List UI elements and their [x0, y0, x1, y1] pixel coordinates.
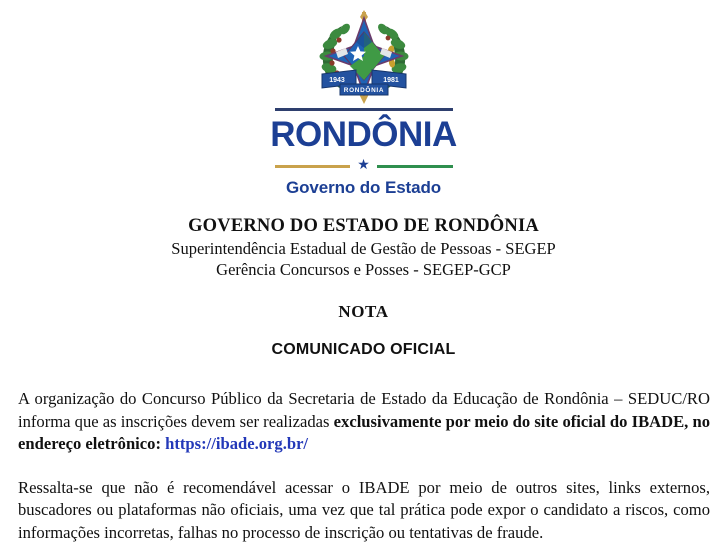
paragraph-1-lead: A organização do Concurso Público da Secretaria de Estado da Educação de Rondônia – SEDUC/RO informa que as inscrições devem ser realizadas [18, 389, 710, 431]
document-heading-block [0, 215, 727, 281]
page-title: GOVERNO DO ESTADO DE RONDÔNIA [188, 216, 539, 236]
accent-bar-green [377, 165, 453, 168]
wordmark-accent-row [275, 159, 453, 173]
document-type-label: NOTA [338, 302, 389, 322]
document-body [18, 359, 710, 544]
ibade-site-link[interactable]: https://ibade.org.br/ [165, 434, 309, 454]
star-icon: ★ [357, 158, 370, 173]
wordmark-title: RONDÔNIA [270, 115, 457, 154]
org-subtitle-line-2: Gerência Concursos e Posses - SEGEP-GCP [216, 260, 511, 280]
rondonia-coat-of-arms-icon [312, 10, 416, 106]
paragraph-1-emphasis: exclusivamente por meio do site oficial do IBADE, no endereço eletrônico: [18, 411, 710, 454]
wordmark-top-rule [275, 108, 453, 111]
emblem-year-right: 1981 [382, 77, 399, 84]
emblem-year-left: 1943 [328, 77, 345, 84]
org-subtitle-line-1: Superintendência Estadual de Gestão de Pessoas - SEGEP [171, 238, 556, 258]
letterhead [0, 0, 727, 198]
rondonia-wordmark [271, 108, 457, 198]
paragraph-2: Ressalta-se que não é recomendável acessar o IBADE por meio de outros sites, links externos, buscadores ou plataformas não oficiais, uma vez que tal prática pode expor o candidato a riscos, como informações incorretas, falhas no processo de inscrição ou tentativas de fraude. [18, 477, 710, 542]
document-subtitle-label: COMUNICADO OFICIAL [271, 341, 456, 359]
wordmark-subtitle: Governo do Estado [285, 178, 442, 197]
emblem-ribbon-name: RONDÔNIA [343, 87, 384, 94]
accent-bar-gold [275, 165, 351, 168]
paragraph-1 [18, 388, 710, 456]
